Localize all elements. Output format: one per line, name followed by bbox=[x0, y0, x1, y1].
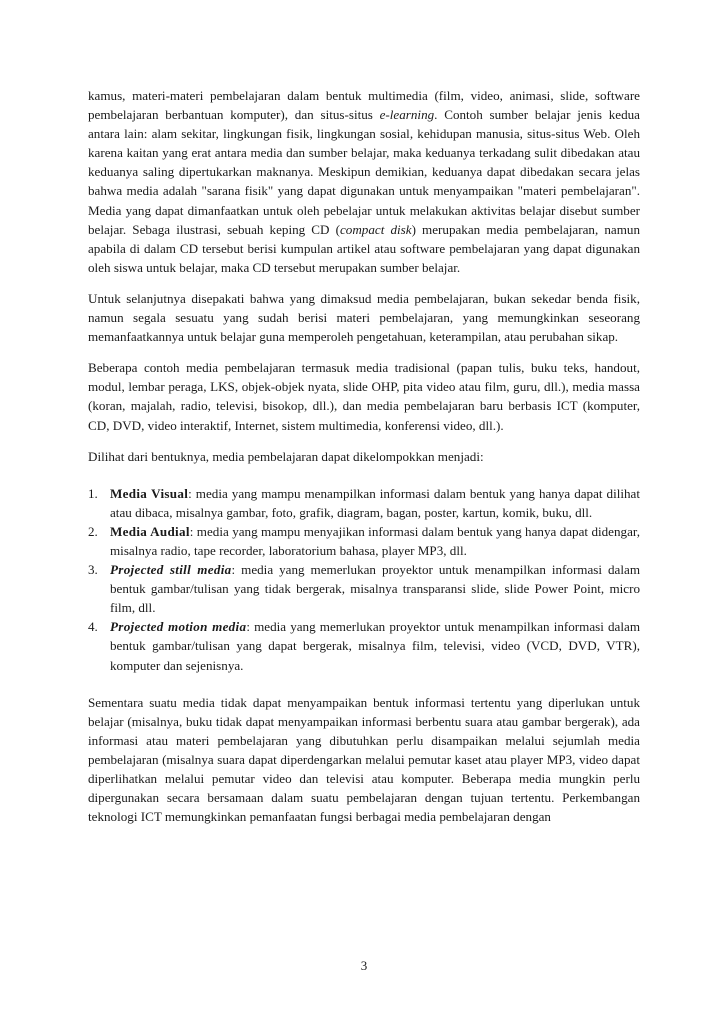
list-description: : media yang mampu menampilkan informasi dalam bentuk yang hanya dapat dilihat atau dibaca, misalnya gambar, foto, grafik, diagram, bagan, poster, kartun, komik, buku, dll. bbox=[110, 485, 640, 520]
paragraph-media-combination: Sementara suatu media tidak dapat menyampaikan bentuk informasi tertentu yang diperlukan untuk belajar (misalnya, buku tidak dapat menyampaikan informasi berbentu suara atau gambar bergerak), ada informasi atau materi pembelajaran yang dibutuhkan perlu disampaikan melalui sejumlah media pembelajaran (misalnya suara dapat diperdengarkan melalui pemutar kaset atau player MP3, video dapat diperlihatkan melalui pemutar video dan televisi atau komputer. Beberapa media mungkin perlu dipergunakan secara bersamaan dalam suatu pembelajaran dengan tujuan tertentu. Perkembangan teknologi ICT memungkinkan pemanfaatan fungsi berbagai media pembelajaran dengan bbox=[88, 694, 640, 825]
emphasis-term: compact disk bbox=[339, 221, 412, 237]
list-number: 3. bbox=[88, 562, 98, 578]
list-number: 2. bbox=[88, 523, 98, 539]
list-description: : media yang mampu menyajikan informasi dalam bentuk yang hanya dapat didengar, misalnya radio, tape recorder, laboratorium bahasa, player MP3, dll. bbox=[110, 523, 641, 558]
page-content bbox=[88, 86, 640, 826]
list-term: Media Audial bbox=[110, 523, 190, 539]
paragraph-text: kamus, materi-materi pembelajaran dalam bentuk multimedia (film, video, animasi, slide, software pembelajaran berbantuan komputer), dan situs-situs bbox=[88, 88, 640, 123]
paragraph-list-intro: Dilihat dari bentuknya, media pembelajaran dapat dikelompokkan menjadi: bbox=[88, 448, 484, 464]
paragraph-media-vs-sumber-belajar bbox=[88, 86, 640, 277]
paragraph-definition: Untuk selanjutnya disepakati bahwa yang dimaksud media pembelajaran, bukan sekedar benda fisik, namun segala sesuatu yang sudah berisi materi pembelajaran, yang memungkinkan seseorang memanfaatkannya untuk belajar guna memperoleh pengetahuan, keterampilan, atau perubahan sikap. bbox=[88, 290, 640, 345]
list-description: : media yang memerlukan proyektor untuk menampilkan informasi dalam bentuk gambar/tulisan yang tidak bergerak, misalnya transparansi slide, slide Power Point, micro film, dll. bbox=[110, 562, 641, 616]
list-item bbox=[88, 484, 640, 522]
emphasis-term: e-learning bbox=[379, 107, 435, 123]
list-description: : media yang memerlukan proyektor untuk menampilkan informasi dalam bentuk gambar/tulisan yang dapat bergerak, misalnya film, televisi, video (VCD, DVD, VTR), komputer dan sejenisnya. bbox=[110, 619, 640, 673]
media-type-list bbox=[88, 484, 640, 675]
list-item bbox=[88, 560, 640, 617]
list-number: 4. bbox=[88, 619, 98, 635]
list-term: Projected motion media bbox=[110, 619, 247, 635]
list-number: 1. bbox=[88, 485, 98, 501]
list-item bbox=[88, 617, 640, 674]
list-item bbox=[88, 522, 640, 560]
list-term: Media Visual bbox=[110, 485, 189, 501]
page-number: 3 bbox=[360, 958, 368, 973]
paragraph-text: ) merupakan media pembelajaran, namun apabila di dalam CD tersebut berisi kumpulan artikel atau software pembelajaran yang dapat digunakan oleh siswa untuk belajar, maka CD tersebut merupakan sumber belajar. bbox=[88, 221, 640, 275]
paragraph-text: . Contoh sumber belajar jenis kedua antara lain: alam sekitar, lingkungan fisik, lingkungan sosial, kehidupan manusia, situs-situs Web. Oleh karena kaitan yang erat antara media dan sumber belajar, maka keduanya terkadang sulit dibedakan atau keduanya saling dipertukarkan maknanya. Meskipun demikian, keduanya dapat dibedakan secara jelas bahwa media adalah "sarana fisik" yang dapat digunakan untuk menyampaikan "materi pembelajaran". Media yang dapat dimanfaatkan untuk oleh pebelajar untuk melakukan aktivitas belajar disebut sumber belajar. Sebaga ilustrasi, sebuah keping CD ( bbox=[88, 107, 640, 237]
paragraph-examples: Beberapa contoh media pembelajaran termasuk media tradisional (papan tulis, buku teks, handout, modul, lembar peraga, LKS, objek-objek nyata, slide OHP, pita video atau film, guru, dll.), media massa (koran, majalah, radio, televisi, bisokop, dll.), dan media pembelajaran baru berbasis ICT (komputer, CD, DVD, video interaktif, Internet, sistem multimedia, konferensi video, dll.). bbox=[88, 360, 640, 433]
list-term: Projected still media bbox=[110, 562, 232, 578]
